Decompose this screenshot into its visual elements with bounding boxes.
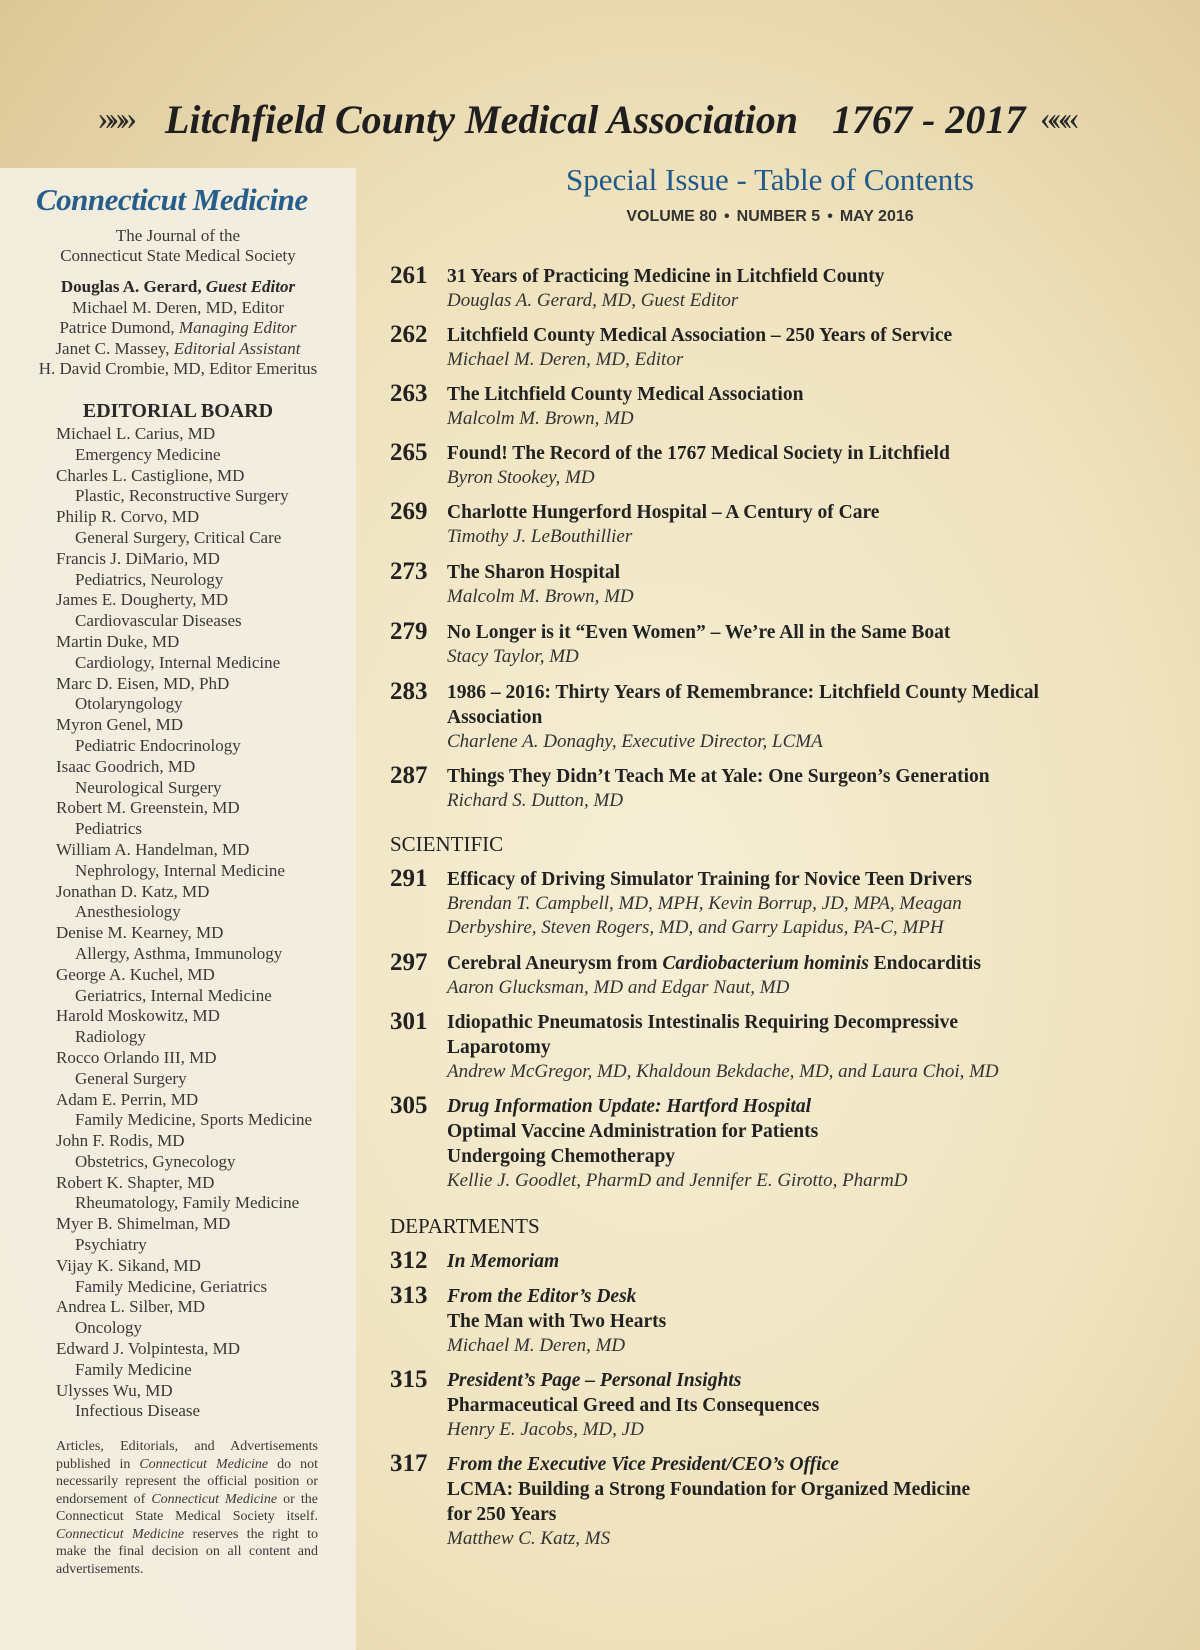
board-member-name: William A. Handelman, MD xyxy=(56,839,250,859)
issue-info: VOLUME 80 • NUMBER 5 • MAY 2016 xyxy=(626,208,914,225)
article-title: Efficacy of Driving Simulator Training for Novice Teen Drivers xyxy=(447,869,973,890)
board-member-name: Philip R. Corvo, MD xyxy=(56,507,200,527)
board-member xyxy=(56,674,312,716)
page-header xyxy=(0,96,1200,156)
board-member-specialty: General Surgery, Critical Care xyxy=(75,527,282,547)
article-title: Pharmaceutical Greed and Its Consequences xyxy=(447,1395,820,1416)
board-member-specialty: Family Medicine xyxy=(75,1359,192,1379)
board-member-specialty: Emergency Medicine xyxy=(75,444,221,464)
board-member-name: Andrea L. Silber, MD xyxy=(56,1297,205,1317)
board-member-specialty: Oncology xyxy=(75,1318,143,1338)
issue-date: MAY 2016 xyxy=(839,208,914,225)
board-member-specialty: Nephrology, Internal Medicine xyxy=(75,860,285,880)
editorial-board-heading: EDITORIAL BOARD xyxy=(82,400,274,422)
article-title: Cerebral Aneurysm from Cardiobacterium hominis Endocarditis xyxy=(447,953,981,974)
article-author: Douglas A. Gerard, MD, Guest Editor xyxy=(447,290,739,311)
article-title: 1986 – 2016: Thirty Years of Remembrance: Litchfield County Medical Association xyxy=(447,682,1039,728)
editorial-board-list xyxy=(56,424,312,1422)
article-title: Things They Didn’t Teach Me at Yale: One Surgeon’s Generation xyxy=(447,766,990,787)
board-member xyxy=(56,632,312,674)
article-author: Brendan T. Campbell, MD, MPH, Kevin Borrup, JD, MPA, Meagan Derbyshire, Steven Rogers, MD, and Garry Lapidus, PA-C, MPH xyxy=(447,893,962,938)
issue-number: NUMBER 5 xyxy=(736,208,821,225)
page-number: 262 xyxy=(390,321,428,348)
board-member xyxy=(56,1297,312,1339)
article-title: Idiopathic Pneumatosis Intestinalis Requiring Decompressive Laparotomy xyxy=(447,1012,958,1058)
article-author: Kellie J. Goodlet, PharmD and Jennifer E. Girotto, PharmD xyxy=(447,1170,908,1191)
board-member-specialty: Family Medicine, Sports Medicine xyxy=(75,1110,313,1130)
volume: VOLUME 80 xyxy=(626,208,718,225)
article-title: No Longer is it “Even Women” – We’re All in the Same Boat xyxy=(447,622,951,643)
board-member-name: George A. Kuchel, MD xyxy=(56,964,215,984)
page-number: 301 xyxy=(390,1008,428,1035)
board-member-name: Vijay K. Sikand, MD xyxy=(56,1255,201,1275)
article-author: Malcolm M. Brown, MD xyxy=(447,586,634,607)
page-number: 273 xyxy=(390,558,428,585)
journal-subtitle-line-1: The Journal of the xyxy=(115,226,241,245)
page-number: 312 xyxy=(390,1247,428,1274)
board-member-specialty: Cardiology, Internal Medicine xyxy=(75,652,281,672)
article-author: Aaron Glucksman, MD and Edgar Naut, MD xyxy=(447,977,790,998)
journal-subtitle-line-2: Connecticut State Medical Society xyxy=(60,246,296,265)
board-member-specialty: Infectious Disease xyxy=(75,1401,201,1421)
masthead-row: Patrice Dumond, Managing Editor xyxy=(59,318,297,337)
page-number: 291 xyxy=(390,865,428,892)
journal-title: Connecticut Medicine xyxy=(36,182,308,217)
department-label: Drug Information Update: Hartford Hospital xyxy=(447,1096,812,1117)
board-member xyxy=(56,424,312,466)
article-author: Michael M. Deren, MD xyxy=(447,1335,626,1356)
page-number: 315 xyxy=(390,1366,428,1393)
journal-sidebar xyxy=(0,168,356,1650)
board-member xyxy=(56,882,312,924)
masthead-row: H. David Crombie, MD, Editor Emeritus xyxy=(38,359,318,378)
disclaimer: Articles, Editorials, and Advertisements published in Connecticut Medicine do not necessarily represent the official position or endorsement of Connecticut Medicine or the Connecticut State Medical Society itself. Connecticut Medicine reserves the right to make the final decision on all content and advertisements. xyxy=(56,1439,319,1577)
page-number: 317 xyxy=(390,1450,428,1477)
board-member xyxy=(56,1048,312,1090)
board-member-specialty: Radiology xyxy=(75,1027,146,1047)
article-author: Michael M. Deren, MD, Editor xyxy=(447,349,684,370)
board-member-name: Edward J. Volpintesta, MD xyxy=(56,1339,241,1359)
article-title: The Man with Two Hearts xyxy=(447,1311,667,1332)
page-number: 287 xyxy=(390,762,428,789)
board-member xyxy=(56,466,312,508)
board-member-name: Martin Duke, MD xyxy=(56,631,180,651)
article-author: Malcolm M. Brown, MD xyxy=(447,408,634,429)
board-member xyxy=(56,549,312,591)
board-member-specialty: Obstetrics, Gynecology xyxy=(75,1151,236,1171)
anniversary-years: 1767 - 2017 xyxy=(832,97,1026,142)
article-title: The Litchfield County Medical Association xyxy=(447,384,804,405)
board-member xyxy=(56,798,312,840)
article-author: Stacy Taylor, MD xyxy=(447,646,579,667)
board-member-name: Rocco Orlando III, MD xyxy=(56,1047,217,1067)
article-author: Andrew McGregor, MD, Khaldoun Bekdache, MD, and Laura Choi, MD xyxy=(447,1061,999,1082)
board-member-name: Ulysses Wu, MD xyxy=(56,1380,173,1400)
board-member-name: Francis J. DiMario, MD xyxy=(56,548,220,568)
board-member xyxy=(56,1214,312,1256)
board-member-name: Robert M. Greenstein, MD xyxy=(56,798,240,818)
department-label: From the Editor’s Desk xyxy=(447,1286,637,1307)
board-member-specialty: Pediatrics, Neurology xyxy=(75,569,224,589)
article-author: Henry E. Jacobs, MD, JD xyxy=(447,1419,644,1440)
masthead xyxy=(0,277,356,380)
article-author: Byron Stookey, MD xyxy=(447,467,595,488)
page-number: 297 xyxy=(390,949,428,976)
board-member-specialty: Cardiovascular Diseases xyxy=(75,611,242,631)
board-member xyxy=(56,1339,312,1381)
board-member-specialty: Pediatrics xyxy=(75,819,143,839)
board-member-specialty: Geriatrics, Internal Medicine xyxy=(75,985,272,1005)
article-title: Charlotte Hungerford Hospital – A Century of Care xyxy=(447,502,880,523)
article-author: Charlene A. Donaghy, Executive Director, LCMA xyxy=(447,731,823,752)
board-member-name: Adam E. Perrin, MD xyxy=(56,1089,199,1109)
board-member xyxy=(56,1173,312,1215)
right-arrow-ornament-icon: ««« xyxy=(1040,100,1073,137)
article-author: Richard S. Dutton, MD xyxy=(447,790,624,811)
left-arrow-ornament-icon: »»» xyxy=(98,100,131,137)
board-member xyxy=(56,1090,312,1132)
page-number: 305 xyxy=(390,1092,428,1119)
board-member-name: Michael L. Carius, MD xyxy=(56,424,216,443)
page-number: 269 xyxy=(390,498,428,525)
page-number: 263 xyxy=(390,380,428,407)
board-member-name: Harold Moskowitz, MD xyxy=(56,1006,220,1026)
board-member xyxy=(56,923,312,965)
board-member-specialty: Rheumatology, Family Medicine xyxy=(75,1193,300,1213)
masthead-row: Michael M. Deren, MD, Editor xyxy=(72,297,284,317)
board-member-specialty: General Surgery xyxy=(75,1068,187,1088)
board-member-name: Jonathan D. Katz, MD xyxy=(56,881,210,901)
masthead-row: Janet C. Massey, Editorial Assistant xyxy=(55,338,301,358)
article-title: The Sharon Hospital xyxy=(447,562,621,583)
board-member-specialty: Psychiatry xyxy=(75,1235,147,1255)
association-title: Litchfield County Medical Association xyxy=(165,97,798,142)
department-label: President’s Page – Personal Insights xyxy=(447,1370,742,1391)
board-member-name: Marc D. Eisen, MD, PhD xyxy=(56,673,230,693)
page-number: 279 xyxy=(390,618,428,645)
board-member xyxy=(56,590,312,632)
board-member-specialty: Anesthesiology xyxy=(75,902,181,922)
board-member-specialty: Plastic, Reconstructive Surgery xyxy=(75,486,289,506)
section-heading-departments: DEPARTMENTS xyxy=(390,1214,540,1238)
board-member-name: Isaac Goodrich, MD xyxy=(56,756,196,776)
board-member xyxy=(56,1006,312,1048)
board-member xyxy=(56,965,312,1007)
article-title: Litchfield County Medical Association – 250 Years of Service xyxy=(447,325,953,346)
board-member xyxy=(56,757,312,799)
board-member xyxy=(56,840,312,882)
board-member-name: James E. Dougherty, MD xyxy=(56,590,229,610)
board-member xyxy=(56,715,312,757)
board-member xyxy=(56,1381,312,1423)
department-label: In Memoriam xyxy=(447,1251,560,1272)
board-member-specialty: Allergy, Asthma, Immunology xyxy=(75,943,283,963)
board-member-name: Denise M. Kearney, MD xyxy=(56,923,224,943)
board-member-name: Myron Genel, MD xyxy=(56,715,184,735)
article-author: Matthew C. Katz, MS xyxy=(447,1528,611,1549)
section-heading-scientific: SCIENTIFIC xyxy=(390,832,504,856)
board-member-specialty: Otolaryngology xyxy=(75,694,183,714)
article-title: 31 Years of Practicing Medicine in Litchfield County xyxy=(447,266,885,287)
page-number: 313 xyxy=(390,1282,428,1309)
page-number: 265 xyxy=(390,439,428,466)
board-member-specialty: Neurological Surgery xyxy=(75,777,222,797)
board-member xyxy=(56,1131,312,1173)
department-label: From the Executive Vice President/CEO’s Office xyxy=(447,1454,839,1475)
toc-title: Special Issue - Table of Contents xyxy=(566,162,974,197)
board-member-name: Myer B. Shimelman, MD xyxy=(56,1214,231,1234)
board-member-specialty: Family Medicine, Geriatrics xyxy=(75,1276,268,1296)
board-member-name: Robert K. Shapter, MD xyxy=(56,1172,215,1192)
board-member xyxy=(56,507,312,549)
page-number: 283 xyxy=(390,678,428,705)
article-title: LCMA: Building a Strong Foundation for Organized Medicine for 250 Years xyxy=(447,1479,971,1525)
board-member xyxy=(56,1256,312,1298)
article-author: Timothy J. LeBouthillier xyxy=(447,526,633,547)
board-member-specialty: Pediatric Endocrinology xyxy=(75,735,241,755)
masthead-row: Douglas A. Gerard, Guest Editor xyxy=(60,277,296,296)
board-member-name: John F. Rodis, MD xyxy=(56,1131,185,1151)
article-title: Found! The Record of the 1767 Medical Society in Litchfield xyxy=(447,443,950,464)
board-member-name: Charles L. Castiglione, MD xyxy=(56,465,245,485)
page-number: 261 xyxy=(390,262,428,289)
article-title: Optimal Vaccine Administration for Patients Undergoing Chemotherapy xyxy=(447,1121,819,1167)
